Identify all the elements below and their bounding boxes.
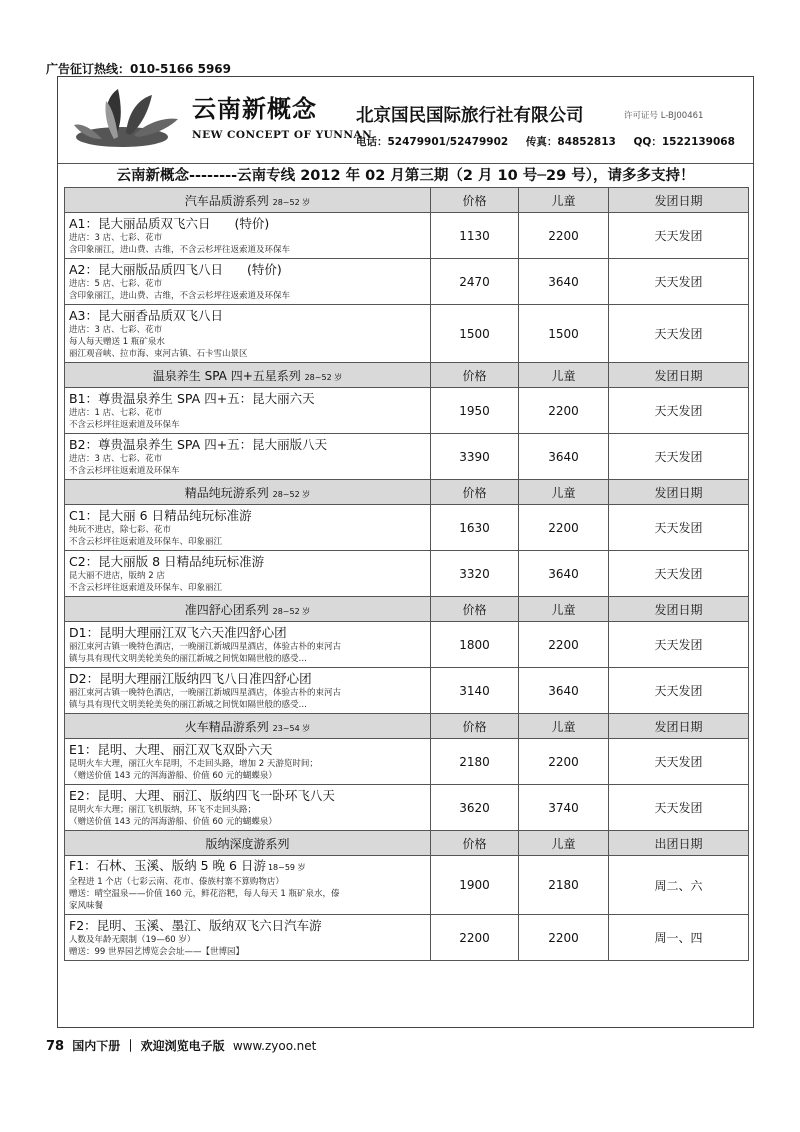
tour-row bbox=[65, 668, 749, 714]
section-age-range: 28~52 岁 bbox=[272, 197, 311, 207]
tour-child-price: 3640 bbox=[519, 434, 609, 480]
tour-departure: 天天发团 bbox=[609, 785, 749, 831]
tour-child-price: 2200 bbox=[519, 505, 609, 551]
tour-price: 1630 bbox=[431, 505, 519, 551]
tour-detail-line: 不含云杉坪往返索道及环保车、印象丽江 bbox=[69, 582, 223, 593]
tour-row bbox=[65, 259, 749, 305]
tour-price: 2470 bbox=[431, 259, 519, 305]
section-name: 温泉养生 SPA 四+五星系列 bbox=[152, 368, 301, 383]
tour-price: 3620 bbox=[431, 785, 519, 831]
contact-line bbox=[356, 134, 749, 149]
tour-title-line bbox=[69, 671, 427, 687]
section-name: 汽车品质游系列 bbox=[184, 193, 269, 208]
tour-price: 3390 bbox=[431, 434, 519, 480]
brand-name-en: NEW CONCEPT OF YUNNAN bbox=[192, 129, 373, 141]
tour-departure: 周二、六 bbox=[609, 856, 749, 915]
license-number: 许可证号 L-BJ00461 bbox=[624, 111, 704, 121]
tour-description bbox=[65, 388, 431, 434]
column-header-date: 出团日期 bbox=[609, 831, 749, 856]
tour-detail-line: 昆大丽不进店，版纳 2 店 bbox=[69, 570, 165, 581]
page-number: 78 bbox=[46, 1039, 65, 1054]
tour-title-line bbox=[69, 216, 427, 232]
tour-title: A3：昆大丽香品质双飞八日 bbox=[69, 307, 224, 323]
tour-title: B1：尊贵温泉养生 SPA 四+五：昆大丽六天 bbox=[69, 390, 315, 406]
tour-description bbox=[65, 259, 431, 305]
tour-title: F2：昆明、玉溪、墨江、版纳双飞六日汽车游 bbox=[69, 917, 322, 933]
tour-description bbox=[65, 434, 431, 480]
tour-title: D2：昆明大理丽江版纳四飞八日准四舒心团 bbox=[69, 670, 312, 686]
tour-departure: 天天发团 bbox=[609, 259, 749, 305]
column-header-child: 儿童 bbox=[519, 831, 609, 856]
section-header-row bbox=[65, 188, 749, 213]
tour-child-price: 2200 bbox=[519, 213, 609, 259]
column-header-date: 发团日期 bbox=[609, 363, 749, 388]
tour-row bbox=[65, 739, 749, 785]
tour-price: 2180 bbox=[431, 739, 519, 785]
tour-title-line bbox=[69, 308, 427, 324]
section-name: 精品纯玩游系列 bbox=[184, 485, 269, 500]
tour-price-table bbox=[64, 187, 749, 961]
tour-detail-line: 进店：3 店、七彩、花市 bbox=[69, 232, 163, 243]
tour-child-price: 3640 bbox=[519, 668, 609, 714]
tour-price: 3140 bbox=[431, 668, 519, 714]
ad-frame bbox=[57, 76, 754, 1028]
tour-title: D1：昆明大理丽江双飞六天准四舒心团 bbox=[69, 624, 287, 640]
tour-detail-line: 家风味餐 bbox=[69, 901, 104, 911]
section-age-range: 28~52 岁 bbox=[272, 489, 311, 499]
footer-url: www.zyoo.net bbox=[232, 1039, 317, 1053]
tour-detail-line: 不含云杉坪往返索道及环保车 bbox=[69, 419, 180, 430]
tour-title-line bbox=[69, 918, 427, 934]
section-title bbox=[65, 831, 431, 856]
tour-description bbox=[65, 505, 431, 551]
tour-child-price: 1500 bbox=[519, 305, 609, 363]
tour-price: 1800 bbox=[431, 622, 519, 668]
tour-detail-line: 昆明火车大理，丽江火车昆明，不走回头路，增加 2 天游览时间； bbox=[69, 758, 318, 769]
column-header-child: 儿童 bbox=[519, 714, 609, 739]
tour-detail-line: 进店：1 店、七彩、花市 bbox=[69, 407, 163, 418]
tour-detail-line: 不含云杉坪往返索道及环保车 bbox=[69, 465, 180, 476]
tour-departure: 天天发团 bbox=[609, 739, 749, 785]
tour-detail-line: 丽江观音峡、拉市海、束河古镇、石卡雪山景区 bbox=[69, 348, 248, 359]
tour-price: 1500 bbox=[431, 305, 519, 363]
section-header-row bbox=[65, 480, 749, 505]
tour-detail-line: （赠送价值 143 元的洱海游船、价值 60 元的蝴蝶泉） bbox=[69, 816, 277, 827]
tour-detail-line: 赠送：99 世界园艺博览会会址——【世博园】 bbox=[69, 946, 245, 957]
tour-description bbox=[65, 856, 431, 915]
footer-text: 国内下册 ｜ 欢迎浏览电子版 bbox=[72, 1039, 225, 1053]
column-header-child: 儿童 bbox=[519, 188, 609, 213]
tour-description bbox=[65, 213, 431, 259]
tour-row bbox=[65, 505, 749, 551]
tour-title-line bbox=[69, 788, 427, 804]
column-header-price: 价格 bbox=[431, 597, 519, 622]
tour-price: 1900 bbox=[431, 856, 519, 915]
tour-detail-line: 进店：5 店、七彩、花市 bbox=[69, 278, 163, 289]
tour-title: E1：昆明、大理、丽江双飞双卧六天 bbox=[69, 741, 273, 757]
tour-description bbox=[65, 551, 431, 597]
tour-age-range: 18~59 岁 bbox=[267, 863, 306, 872]
section-age-range: 28~52 岁 bbox=[304, 372, 343, 382]
column-header-date: 发团日期 bbox=[609, 714, 749, 739]
tour-child-price: 3740 bbox=[519, 785, 609, 831]
tour-title: C1：昆大丽 6 日精品纯玩标准游 bbox=[69, 507, 252, 523]
tour-departure: 天天发团 bbox=[609, 305, 749, 363]
section-header-row bbox=[65, 597, 749, 622]
tour-detail-line: 丽江束河古镇一晚特色酒店，一晚丽江新城四星酒店，体验古朴的束河古 bbox=[69, 687, 342, 698]
tour-detail-line: 镇与具有现代文明美轮美奂的丽江新城之间恍如隔世般的感受… bbox=[69, 699, 308, 710]
tour-departure: 天天发团 bbox=[609, 505, 749, 551]
column-header-price: 价格 bbox=[431, 480, 519, 505]
ad-hotline: 广告征订热线：010-5166 5969 bbox=[46, 62, 232, 76]
column-header-price: 价格 bbox=[431, 363, 519, 388]
fax-text: 传真：84852813 bbox=[525, 136, 616, 148]
tour-description bbox=[65, 622, 431, 668]
column-header-date: 发团日期 bbox=[609, 188, 749, 213]
tour-row bbox=[65, 388, 749, 434]
tour-departure: 周一、四 bbox=[609, 915, 749, 961]
section-title bbox=[65, 188, 431, 213]
tour-row bbox=[65, 785, 749, 831]
tour-detail-line: 含印象丽江，进山费、古维，不含云杉坪往返索道及环保车 bbox=[69, 244, 291, 255]
phone-text: 电话：52479901/52479902 bbox=[356, 136, 509, 148]
section-header-row bbox=[65, 831, 749, 856]
column-header-child: 儿童 bbox=[519, 363, 609, 388]
tour-child-price: 2200 bbox=[519, 622, 609, 668]
tour-description bbox=[65, 785, 431, 831]
ad-title: 云南新概念--------云南专线 2012 年 02 月第三期（2 月 10 号─29 号），请多多支持！ bbox=[58, 163, 753, 188]
tour-title: A2：昆大丽版品质四飞八日 bbox=[69, 261, 224, 277]
tour-description bbox=[65, 739, 431, 785]
tour-departure: 天天发团 bbox=[609, 622, 749, 668]
tour-row bbox=[65, 551, 749, 597]
tour-child-price: 3640 bbox=[519, 259, 609, 305]
tour-departure: 天天发团 bbox=[609, 551, 749, 597]
tour-title: F1：石林、玉溪、版纳 5 晚 6 日游 bbox=[69, 858, 266, 873]
section-title bbox=[65, 597, 431, 622]
tour-description bbox=[65, 305, 431, 363]
tour-detail-line: 全程进 1 个店（七彩云南、花市、傣族村寨不算购物店） bbox=[69, 877, 284, 887]
tour-detail-line: 人数及年龄无限制（19—60 岁） bbox=[69, 934, 196, 945]
tour-detail-line: 进店：3 店、七彩、花市 bbox=[69, 324, 163, 335]
tour-description bbox=[65, 668, 431, 714]
section-age-range: 28~52 岁 bbox=[272, 606, 311, 616]
tour-title: B2：尊贵温泉养生 SPA 四+五：昆大丽版八天 bbox=[69, 436, 328, 452]
tour-title-line bbox=[69, 262, 427, 278]
section-name: 准四舒心团系列 bbox=[184, 602, 269, 617]
tour-title-line bbox=[69, 858, 427, 876]
tour-row bbox=[65, 856, 749, 915]
tour-detail-line: （赠送价值 143 元的洱海游船、价值 60 元的蝴蝶泉） bbox=[69, 770, 277, 781]
tour-title-line bbox=[69, 391, 427, 407]
tour-detail-line: 丽江束河古镇一晚特色酒店，一晚丽江新城四星酒店，体验古朴的束河古 bbox=[69, 641, 342, 652]
column-header-child: 儿童 bbox=[519, 597, 609, 622]
tour-price: 3320 bbox=[431, 551, 519, 597]
tour-description bbox=[65, 915, 431, 961]
tour-price: 1130 bbox=[431, 213, 519, 259]
company-name: 北京国民国际旅行社有限公司 bbox=[356, 106, 584, 126]
tour-title: A1：昆大丽品质双飞六日 bbox=[69, 215, 211, 231]
column-header-date: 发团日期 bbox=[609, 480, 749, 505]
tour-detail-line: 不含云杉坪往返索道及环保车、印象丽江 bbox=[69, 536, 223, 547]
qq-text: QQ：1522139068 bbox=[633, 136, 735, 148]
page-footer bbox=[46, 1037, 316, 1054]
tour-child-price: 2200 bbox=[519, 739, 609, 785]
tour-title-line bbox=[69, 437, 427, 453]
tour-departure: 天天发团 bbox=[609, 388, 749, 434]
tour-row bbox=[65, 213, 749, 259]
tour-title-line bbox=[69, 742, 427, 758]
column-header-child: 儿童 bbox=[519, 480, 609, 505]
brand-name-cn: 云南新概念 bbox=[192, 94, 317, 123]
tour-title-line bbox=[69, 508, 427, 524]
tour-row bbox=[65, 434, 749, 480]
tour-price: 2200 bbox=[431, 915, 519, 961]
section-header-row bbox=[65, 363, 749, 388]
tour-title-line bbox=[69, 554, 427, 570]
section-title bbox=[65, 363, 431, 388]
tour-child-price: 2200 bbox=[519, 915, 609, 961]
column-header-price: 价格 bbox=[431, 188, 519, 213]
column-header-price: 价格 bbox=[431, 831, 519, 856]
tour-tag: (特价) bbox=[247, 261, 282, 277]
column-header-price: 价格 bbox=[431, 714, 519, 739]
section-name: 火车精品游系列 bbox=[184, 719, 269, 734]
section-name: 版纳深度游系列 bbox=[205, 836, 290, 851]
column-header-date: 发团日期 bbox=[609, 597, 749, 622]
tour-detail-line: 纯玩不进店，除七彩、花市 bbox=[69, 524, 172, 535]
tour-child-price: 2180 bbox=[519, 856, 609, 915]
tour-title-line bbox=[69, 625, 427, 641]
tour-detail-line: 镇与具有现代文明美轮美奂的丽江新城之间恍如隔世般的感受… bbox=[69, 653, 308, 664]
tour-row bbox=[65, 915, 749, 961]
tour-detail-line: 每人每天赠送 1 瓶矿泉水 bbox=[69, 336, 165, 347]
tour-child-price: 3640 bbox=[519, 551, 609, 597]
tour-title: C2：昆大丽版 8 日精品纯玩标准游 bbox=[69, 553, 265, 569]
tour-row bbox=[65, 622, 749, 668]
tour-detail-line: 昆明火车大理；丽江飞机版纳，环飞不走回头路； bbox=[69, 804, 257, 815]
section-age-range: 23~54 岁 bbox=[272, 723, 311, 733]
tour-title: E2：昆明、大理、丽江、版纳四飞一卧环飞八天 bbox=[69, 787, 335, 803]
tour-tag: (特价) bbox=[234, 215, 270, 231]
tour-detail-line: 进店：3 店、七彩、花市 bbox=[69, 453, 163, 464]
tour-price: 1950 bbox=[431, 388, 519, 434]
tour-departure: 天天发团 bbox=[609, 434, 749, 480]
section-title bbox=[65, 714, 431, 739]
section-header-row bbox=[65, 714, 749, 739]
tour-detail-line: 含印象丽江，进山费、古维，不含云杉坪往返索道及环保车 bbox=[69, 290, 291, 301]
tour-child-price: 2200 bbox=[519, 388, 609, 434]
tour-departure: 天天发团 bbox=[609, 668, 749, 714]
section-title bbox=[65, 480, 431, 505]
flower-logo-icon bbox=[72, 85, 192, 155]
ad-header bbox=[58, 77, 753, 162]
tour-detail-line: 赠送：晴空温泉——价值 160 元，鲜花浴粑，每人每天 1 瓶矿泉水，傣 bbox=[69, 889, 340, 899]
tour-departure: 天天发团 bbox=[609, 213, 749, 259]
tour-row bbox=[65, 305, 749, 363]
